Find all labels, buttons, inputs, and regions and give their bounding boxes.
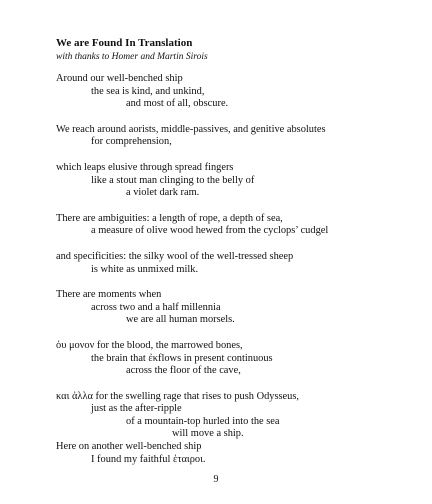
poem-line: ὀυ μονον for the blood, the marrowed bones, — [56, 339, 243, 351]
poem-line: for comprehension, — [91, 136, 172, 148]
poem-line: I found my faithful ἑταιροι. — [91, 453, 206, 465]
poem-line: We reach around aorists, middle-passives, and genitive absolutes — [56, 123, 326, 135]
poem-line: και ἀλλα for the swelling rage that rises to push Odysseus, — [56, 390, 299, 402]
poem-line: and most of all, obscure. — [126, 98, 229, 110]
stanza — [56, 340, 396, 378]
poem-line: we are all human morsels. — [126, 314, 235, 326]
poem-line: and specificities: the silky wool of the well-tressed sheep — [56, 250, 294, 262]
poem-line: across two and a half millennia — [91, 301, 221, 313]
poem-line: There are ambiguities: a length of rope, a depth of sea, — [56, 212, 283, 224]
poem-line: across the floor of the cave, — [126, 365, 241, 377]
poem-title: We are Found In Translation — [56, 37, 193, 49]
poem-line: There are moments when — [56, 289, 162, 301]
stanza — [56, 162, 396, 200]
stanza — [56, 391, 396, 467]
poem-line: the brain that ἐκflows in present continuous — [91, 352, 273, 364]
poem-line: the sea is kind, and unkind, — [91, 85, 205, 97]
stanza — [56, 289, 396, 327]
stanza — [56, 124, 396, 149]
poem-line: is white as unmixed milk. — [91, 263, 199, 275]
poem-line: will move a ship. — [172, 428, 244, 440]
poem-line: a violet dark ram. — [126, 187, 200, 199]
stanza — [56, 213, 396, 238]
poem-line: just as the after-ripple — [91, 403, 182, 415]
poem-body — [56, 73, 396, 466]
poem-line: Around our well-benched ship — [56, 73, 183, 84]
poem-dedication: with thanks to Homer and Martin Sirois — [56, 52, 208, 62]
poem-line: which leaps elusive through spread fingers — [56, 161, 234, 173]
poem-line: a measure of olive wood hewed from the cyclops’ cudgel — [91, 225, 329, 237]
page-number: 9 — [213, 474, 219, 485]
poem-line: like a stout man clinging to the belly of — [91, 174, 255, 186]
stanza — [56, 73, 396, 111]
poem-line: of a mountain-top hurled into the sea — [126, 415, 280, 427]
poem-line: Here on another well-benched ship — [56, 441, 202, 453]
stanza — [56, 251, 396, 276]
